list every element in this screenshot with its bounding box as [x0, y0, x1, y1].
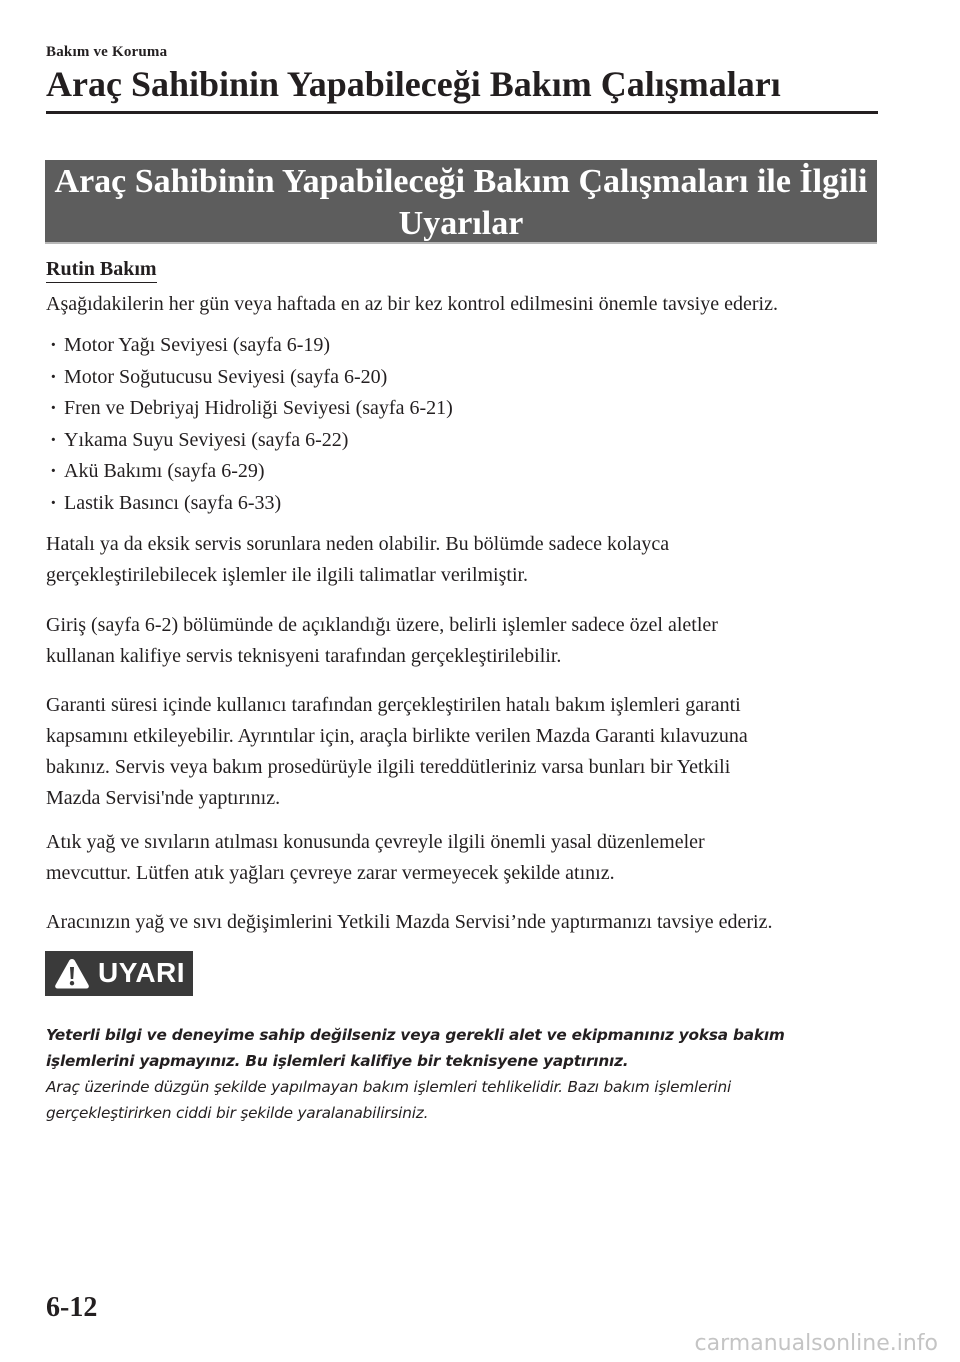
paragraph-waste-oil: Atık yağ ve sıvıların atılması konusunda çevreyle ilgili önemli yasal düzenlemeler mevcuttur. Lütfen atık yağları çevreye zarar vermeyecek şekilde atınız. [46, 831, 705, 884]
title-rule [46, 111, 878, 114]
checklist-item-text: Lastik Basıncı (sayfa 6-33) [64, 491, 282, 514]
paragraph-special-tools: Giriş (sayfa 6-2) bölümünde de açıklandığı üzere, belirli işlemler sadece özel aletler kullanan kalifiye servis teknisyeni tarafından gerçekleştirilebilir. [46, 614, 718, 667]
warning-triangle-icon [54, 957, 90, 990]
bullet-dot: · [50, 365, 57, 388]
checklist-item [50, 456, 453, 488]
warning-bold-line: Yeterli bilgi ve deneyime sahip değilseniz veya gerekli alet ve ekipmanınız yoksa bakım [46, 1026, 785, 1044]
checklist-item-text: Motor Yağı Seviyesi (sayfa 6-19) [64, 334, 331, 356]
checklist-item [50, 393, 453, 425]
checklist-item [50, 488, 453, 520]
paragraph-warranty: Garanti süresi içinde kullanıcı tarafından gerçekleştirilen hatalı bakım işlemleri garanti kapsamını etkileyebilir. Ayrıntılar için, araçla birlikte verilen Mazda Garanti kılavuzuna bakınız. Servis veya bakım prosedürüyle ilgili tereddütleriniz varsa bunları bir Yetkili Mazda Servisi'nde yaptırınız. [46, 694, 748, 809]
paragraph-authorized-service: Aracınızın yağ ve sıvı değişimlerini Yetkili Mazda Servisi’nde yaptırmanızı tavsiye ederiz. [46, 911, 773, 933]
bullet-dot: · [50, 491, 57, 514]
bullet-dot: · [50, 460, 57, 482]
banner-title-line-2: Uyarılar [398, 205, 524, 242]
warning-badge [45, 951, 193, 996]
checklist-item [50, 330, 453, 362]
paragraph-faulty-service: Hatalı ya da eksik servis sorunlara neden olabilir. Bu bölümde sadece kolayca gerçekleştirilebilecek işlemler ile ilgili talimatlar verilmiştir. [46, 533, 670, 586]
checklist-item-text: Akü Bakımı (sayfa 6-29) [64, 460, 265, 482]
section-kicker: Bakım ve Koruma [46, 44, 168, 60]
subheading-routine-maintenance: Rutin Bakım [46, 256, 157, 283]
warning-label: UYARI [98, 957, 186, 988]
intro-paragraph: Aşağıdakilerin her gün veya haftada en az bir kez kontrol edilmesini önemle tavsiye ederiz. [46, 293, 778, 315]
bullet-dot: · [50, 334, 57, 356]
checklist-item [50, 362, 453, 394]
warning-bold-line: işlemlerini yapmayınız. Bu işlemleri kalifiye bir teknisyene yaptırınız. [46, 1052, 629, 1070]
section-banner [45, 160, 877, 244]
watermark: carmanualsonline.info [694, 1331, 938, 1356]
chapter-title: Araç Sahibinin Yapabileceği Bakım Çalışmaları [46, 64, 781, 104]
checklist-item-text: Fren ve Debriyaj Hidroliği Seviyesi (sayfa 6-21) [64, 397, 453, 419]
checklist-item-text: Yıkama Suyu Seviyesi (sayfa 6-22) [64, 428, 349, 451]
page-number: 6-12 [46, 1292, 98, 1323]
checklist-item [50, 425, 453, 457]
bullet-dot: · [50, 397, 57, 419]
checklist [50, 330, 453, 519]
banner-title-line-1: Araç Sahibinin Yapabileceği Bakım Çalışmaları ile İlgili [54, 163, 868, 200]
checklist-item-text: Motor Soğutucusu Seviyesi (sayfa 6-20) [64, 365, 388, 388]
warning-normal-line: Araç üzerinde düzgün şekilde yapılmayan bakım işlemleri tehlikelidir. Bazı bakım işlemlerini [46, 1078, 732, 1096]
bullet-dot: · [50, 428, 57, 451]
warning-text [46, 1022, 876, 1126]
warning-normal-line: gerçekleştirirken ciddi bir şekilde yaralanabilirsiniz. [46, 1104, 429, 1122]
